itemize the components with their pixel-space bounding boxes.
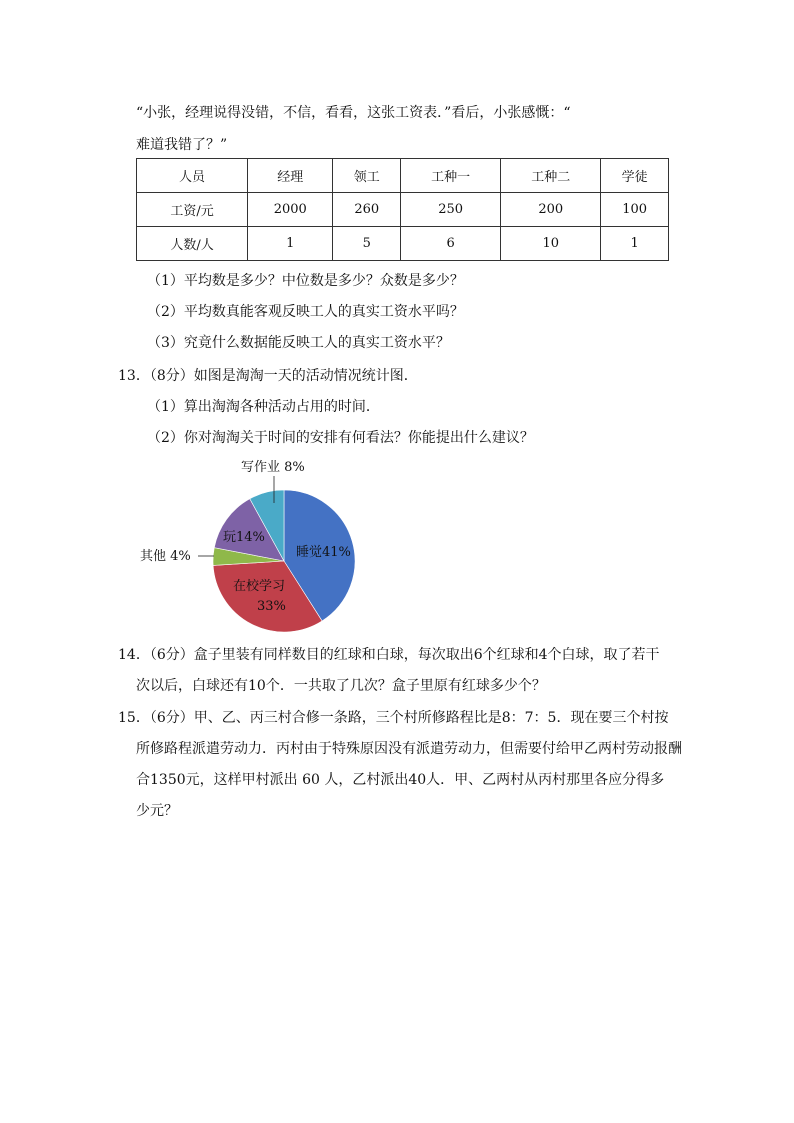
q13-sub-2: （2）你对淘淘关于时间的安排有何看法？你能提出什么建议？	[147, 430, 534, 446]
q12-sub-3: （3）究竟什么数据能反映工人的真实工资水平？	[147, 335, 450, 351]
q14-line-1: 14．（6分）盒子里装有同样数目的红球和白球，每次取出6个红球和4个白球，取了若干	[118, 647, 660, 663]
q13-sub-1: （1）算出淘淘各种活动占用的时间．	[147, 399, 380, 415]
table-cell: 250	[401, 193, 501, 227]
table-header-cell: 人员	[137, 159, 248, 193]
pie-label-homework: 写作业 8%	[241, 460, 305, 475]
table-cell: 1	[248, 227, 333, 261]
pie-label-sleep: 睡觉41%	[296, 545, 351, 560]
table-cell: 1	[601, 227, 669, 261]
intro-line-1: “小张，经理说得没错，不信，看看，这张工资表．”看后，小张感慨：“	[136, 105, 571, 121]
table-cell: 10	[501, 227, 601, 261]
pie-label-school-name: 在校学习	[233, 579, 286, 594]
q13-stem: 13．（8分）如图是淘淘一天的活动情况统计图．	[118, 368, 418, 384]
q15-line-2: 所修路程派遣劳动力．丙村由于特殊原因没有派遣劳动力，但需要付给甲乙两村劳动报酬	[136, 741, 682, 757]
table-header-cell: 学徒	[601, 159, 669, 193]
q12-sub-1: （1）平均数是多少？中位数是多少？众数是多少？	[147, 273, 464, 289]
q12-sub-2: （2）平均数真能客观反映工人的真实工资水平吗？	[147, 304, 464, 320]
table-cell: 工资/元	[137, 193, 248, 227]
table-header-cell: 经理	[248, 159, 333, 193]
table-cell: 6	[401, 227, 501, 261]
table-header-cell: 领工	[333, 159, 401, 193]
table-cell: 100	[601, 193, 669, 227]
table-header-cell: 工种一	[401, 159, 501, 193]
q15-line-1: 15．（6分）甲、乙、丙三村合修一条路，三个村所修路程比是8：7：5．现在要三个村按	[118, 710, 669, 726]
table-cell: 5	[333, 227, 401, 261]
table-cell: 2000	[248, 193, 333, 227]
table-header-cell: 工种二	[501, 159, 601, 193]
table-cell: 人数/人	[137, 227, 248, 261]
q15-line-4: 少元？	[136, 803, 178, 819]
pie-label-school-percent: 33%	[257, 599, 286, 614]
table-cell: 200	[501, 193, 601, 227]
q14-line-2: 次以后，白球还有10个．一共取了几次？盒子里原有红球多少个？	[136, 678, 546, 694]
pie-label-play: 玩14%	[223, 530, 265, 545]
intro-line-2: 难道我错了？”	[136, 137, 228, 153]
pie-label-other: 其他 4%	[140, 549, 191, 564]
table-cell: 260	[333, 193, 401, 227]
q15-line-3: 合1350元，这样甲村派出 60 人，乙村派出40人．甲、乙两村从丙村那里各应分得多	[136, 772, 665, 788]
